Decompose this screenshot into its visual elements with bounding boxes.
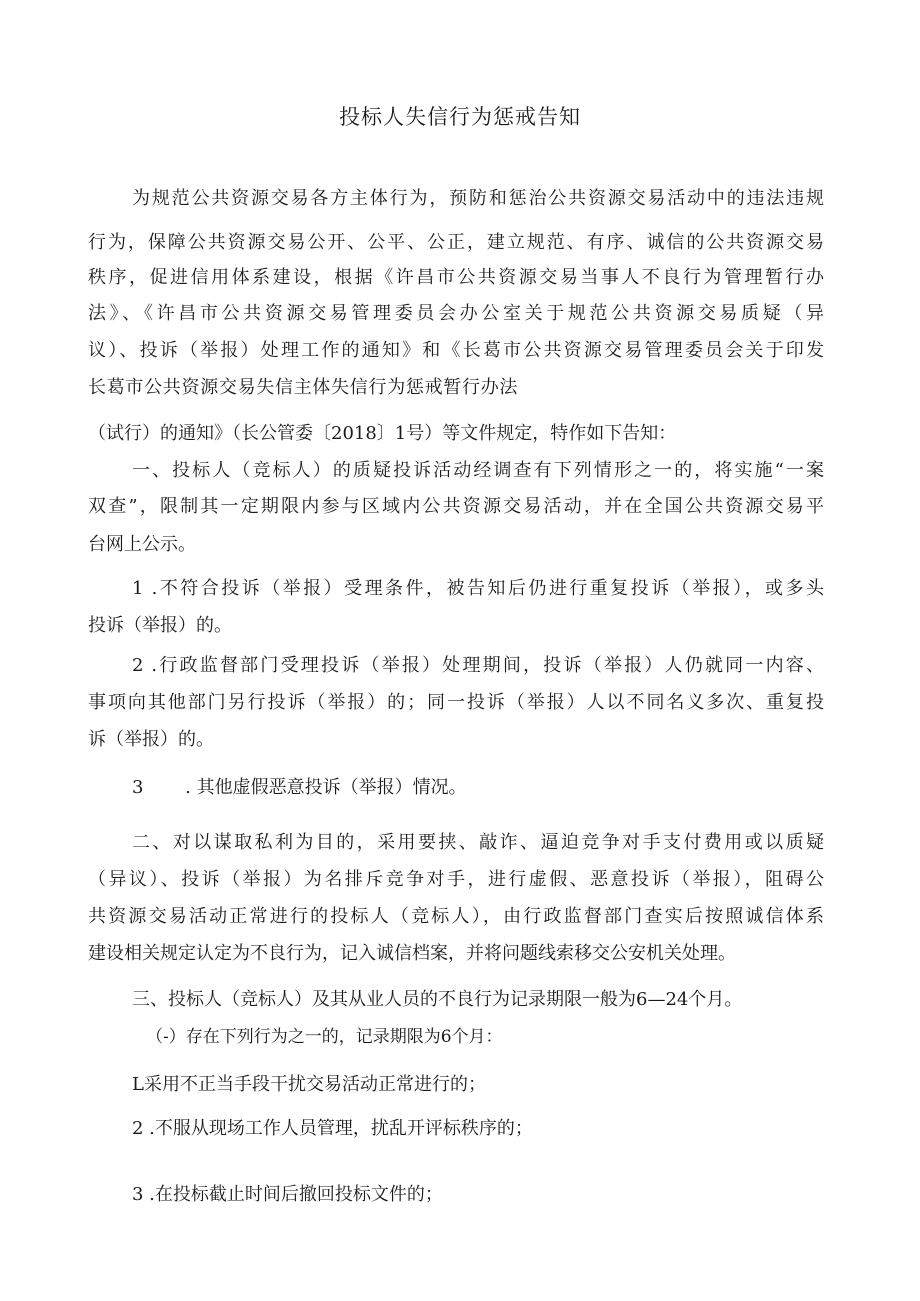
paragraph-line: （-）存在下列行为之一的，记录期限为6个月： [146,1027,503,1047]
paragraph-line: 长葛市公共资源交易失信主体失信行为惩戒暂行办法 [88,377,519,398]
list-item-line: 3 .在投标截止时间后撤回投标文件的； [132,1184,443,1205]
list-item-line: 3 . 其他虚假恶意投诉（举报）情况。 [132,777,467,798]
paragraph-line: 三、投标人（竞标人）及其从业人员的不良行为记录期限一般为6—24个月。 [132,989,743,1010]
paragraph-line: 共资源交易活动正常进行的投标人（竞标人），由行政监督部门查实后按照诚信体系 [88,906,824,927]
paragraph-line: 议）、投诉（举报）处理工作的通知》和《长葛市公共资源交易管理委员会关于印发 [88,340,824,361]
list-item-line: 诉（举报）的。 [88,729,214,750]
paragraph-line: 建设相关规定认定为不良行为，记入诚信档案，并将问题线索移交公安机关处理。 [88,943,736,964]
list-item-line: 2 .不服从现场工作人员管理，扰乱开评标秩序的； [132,1118,533,1139]
list-item-line: 1 .不符合投诉（举报）受理条件，被告知后仍进行重复投诉（举报），或多头 [132,578,824,599]
paragraph-line: 二、对以谋取私利为目的，采用要挟、敲诈、逼迫竞争对手支付费用或以质疑 [132,832,824,853]
paragraph-line: （试行）的通知》（长公管委〔2018〕1号）等文件规定，特作如下告知： [88,423,677,444]
list-item-line: 2 .行政监督部门受理投诉（举报）处理期间，投诉（举报）人仍就同一内容、 [132,655,824,676]
paragraph-line: 行为，保障公共资源交易公开、公平、公正，建立规范、有序、诚信的公共资源交易 [88,232,824,253]
paragraph-line: （异议）、投诉（举报）为名排斥竞争对手，进行虚假、恶意投诉（举报），阻碍公 [88,869,824,890]
list-item-line: L采用不正当手段干扰交易活动正常进行的； [132,1074,486,1095]
paragraph-line: 台网上公示。 [88,534,196,555]
paragraph-line: 双查”，限制其一定期限内参与区域内公共资源交易活动，并在全国公共资源交易平 [88,496,824,517]
list-item-line: 投诉（举报）的。 [88,615,232,636]
paragraph-line: 法》、《许昌市公共资源交易管理委员会办公室关于规范公共资源交易质疑（异 [88,303,824,324]
document-title: 投标人失信行为惩戒告知 [339,105,581,129]
list-item-line: 事项向其他部门另行投诉（举报）的；同一投诉（举报）人以不同名义多次、重复投 [88,692,824,713]
paragraph-line: 为规范公共资源交易各方主体行为，预防和惩治公共资源交易活动中的违法违规 [132,188,824,209]
paragraph-line: 一、投标人（竞标人）的质疑投诉活动经调查有下列情形之一的，将实施“一案 [132,460,824,481]
paragraph-line: 秩序，促进信用体系建设，根据《许昌市公共资源交易当事人不良行为管理暂行办 [88,267,824,288]
